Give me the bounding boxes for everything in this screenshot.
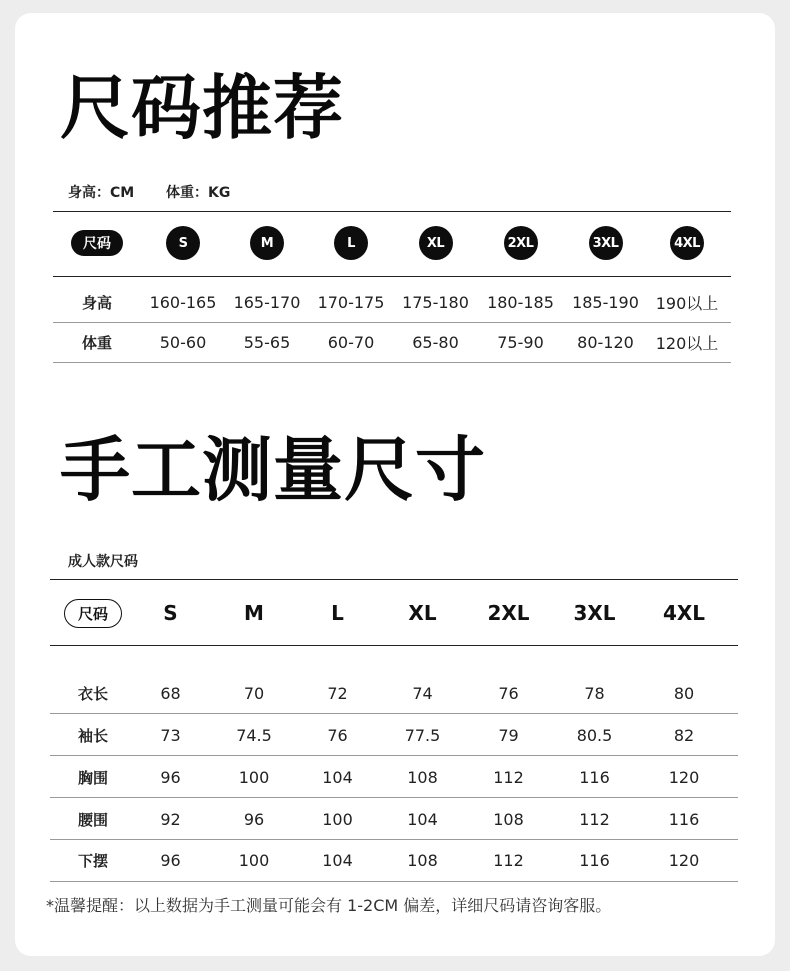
table-cell: 55-65 — [243, 332, 291, 352]
row-label: 胸围 — [77, 768, 108, 787]
measure-row-waist — [50, 805, 723, 833]
size-badge: S — [166, 226, 200, 260]
size-header: L — [331, 601, 344, 625]
measure-title: 手工测量尺寸 — [60, 429, 486, 511]
table-cell: 100 — [238, 767, 270, 787]
measure-top-rule — [50, 579, 738, 580]
measure-row-chest — [50, 763, 723, 791]
measure-header-row — [50, 596, 723, 630]
height-unit-label: 身高：CM — [68, 185, 135, 201]
table-cell: 116 — [579, 850, 610, 870]
size-header: 3XL — [573, 601, 616, 625]
table-cell: 68 — [160, 683, 181, 703]
unit-labels — [68, 182, 230, 202]
row-label: 衣长 — [77, 684, 108, 703]
table-cell: 92 — [160, 809, 181, 829]
table-cell: 79 — [498, 725, 519, 745]
row-label: 身高 — [81, 293, 112, 312]
table-cell: 104 — [322, 850, 353, 870]
size-header: XL — [408, 601, 437, 625]
table-cell: 72 — [327, 683, 348, 703]
table-cell: 74.5 — [236, 725, 272, 745]
table-cell: 180-185 — [487, 292, 554, 312]
table-cell: 100 — [238, 850, 270, 870]
table-cell: 112 — [579, 809, 610, 829]
weight-unit-label: 体重：KG — [165, 185, 231, 201]
table-cell: 112 — [493, 767, 524, 787]
table-cell: 77.5 — [404, 725, 441, 745]
table-cell: 96 — [243, 809, 265, 829]
footnote: *温馨提醒：以上数据为手工测量可能会有 1-2CM 偏差，详细尺码请咨询客服。 — [46, 896, 612, 915]
table-cell: 120以上 — [655, 333, 719, 353]
measure-row-rule — [50, 797, 738, 798]
table-cell: 108 — [407, 850, 438, 870]
recommend-title: 尺码推荐 — [60, 67, 344, 149]
table-cell: 120 — [668, 767, 700, 787]
table-cell: 108 — [493, 809, 524, 829]
table-cell: 112 — [493, 850, 524, 870]
table-cell: 60-70 — [327, 332, 375, 352]
size-header: 2XL — [487, 601, 530, 625]
measure-bottom-rule — [50, 881, 738, 882]
measure-header-rule — [50, 645, 738, 646]
measure-row-hem — [50, 846, 723, 874]
recommend-height-row — [53, 288, 726, 316]
row-label: 下摆 — [77, 851, 108, 870]
table-cell: 74 — [412, 683, 433, 703]
table-cell: 80.5 — [576, 725, 613, 745]
table-cell: 96 — [160, 850, 181, 870]
size-header-pill: 尺码 — [64, 599, 122, 628]
table-cell: 80 — [673, 683, 695, 703]
measure-row-length — [50, 679, 723, 707]
table-cell: 104 — [407, 809, 438, 829]
measure-row-rule — [50, 755, 738, 756]
table-cell: 116 — [579, 767, 610, 787]
recommend-bottom-rule — [53, 362, 731, 363]
size-header: S — [163, 601, 178, 625]
table-cell: 96 — [160, 767, 181, 787]
size-badge: L — [334, 226, 368, 260]
table-cell: 75-90 — [497, 332, 544, 352]
table-cell: 50-60 — [159, 332, 207, 352]
table-cell: 100 — [322, 809, 353, 829]
recommend-top-rule — [53, 211, 731, 212]
table-cell: 104 — [322, 767, 353, 787]
size-badge: XL — [419, 226, 453, 260]
recommend-header-rule — [53, 276, 731, 277]
table-cell: 175-180 — [402, 292, 469, 312]
table-cell: 116 — [668, 809, 700, 829]
table-cell: 76 — [327, 725, 348, 745]
table-cell: 70 — [243, 683, 265, 703]
size-badge: 3XL — [589, 226, 623, 260]
table-cell: 190以上 — [655, 293, 719, 313]
size-header: 4XL — [662, 601, 706, 625]
row-label: 袖长 — [77, 726, 108, 745]
recommend-weight-row — [53, 328, 726, 356]
table-cell: 82 — [673, 725, 695, 745]
table-cell: 76 — [498, 683, 519, 703]
table-cell: 120 — [668, 850, 700, 870]
size-header: M — [244, 601, 264, 625]
measure-row-sleeve — [50, 721, 723, 749]
table-cell: 73 — [160, 725, 181, 745]
table-cell: 170-175 — [317, 292, 385, 312]
row-label: 体重 — [81, 333, 112, 352]
recommend-row-rule — [53, 322, 731, 323]
table-cell: 80-120 — [577, 332, 634, 352]
recommend-header-row — [53, 226, 726, 260]
measure-row-rule — [50, 713, 738, 714]
size-badge: M — [250, 226, 284, 260]
table-cell: 65-80 — [412, 332, 459, 352]
measure-row-rule — [50, 839, 738, 840]
row-label: 腰围 — [77, 810, 108, 829]
measure-subtitle: 成人款尺码 — [68, 554, 138, 570]
size-badge: 4XL — [670, 226, 704, 260]
table-cell: 108 — [407, 767, 438, 787]
table-cell: 165-170 — [233, 292, 301, 312]
table-cell: 78 — [584, 683, 605, 703]
size-header-pill: 尺码 — [71, 230, 123, 256]
table-cell: 160-165 — [149, 292, 217, 312]
table-cell: 185-190 — [572, 292, 639, 312]
size-badge: 2XL — [504, 226, 538, 260]
